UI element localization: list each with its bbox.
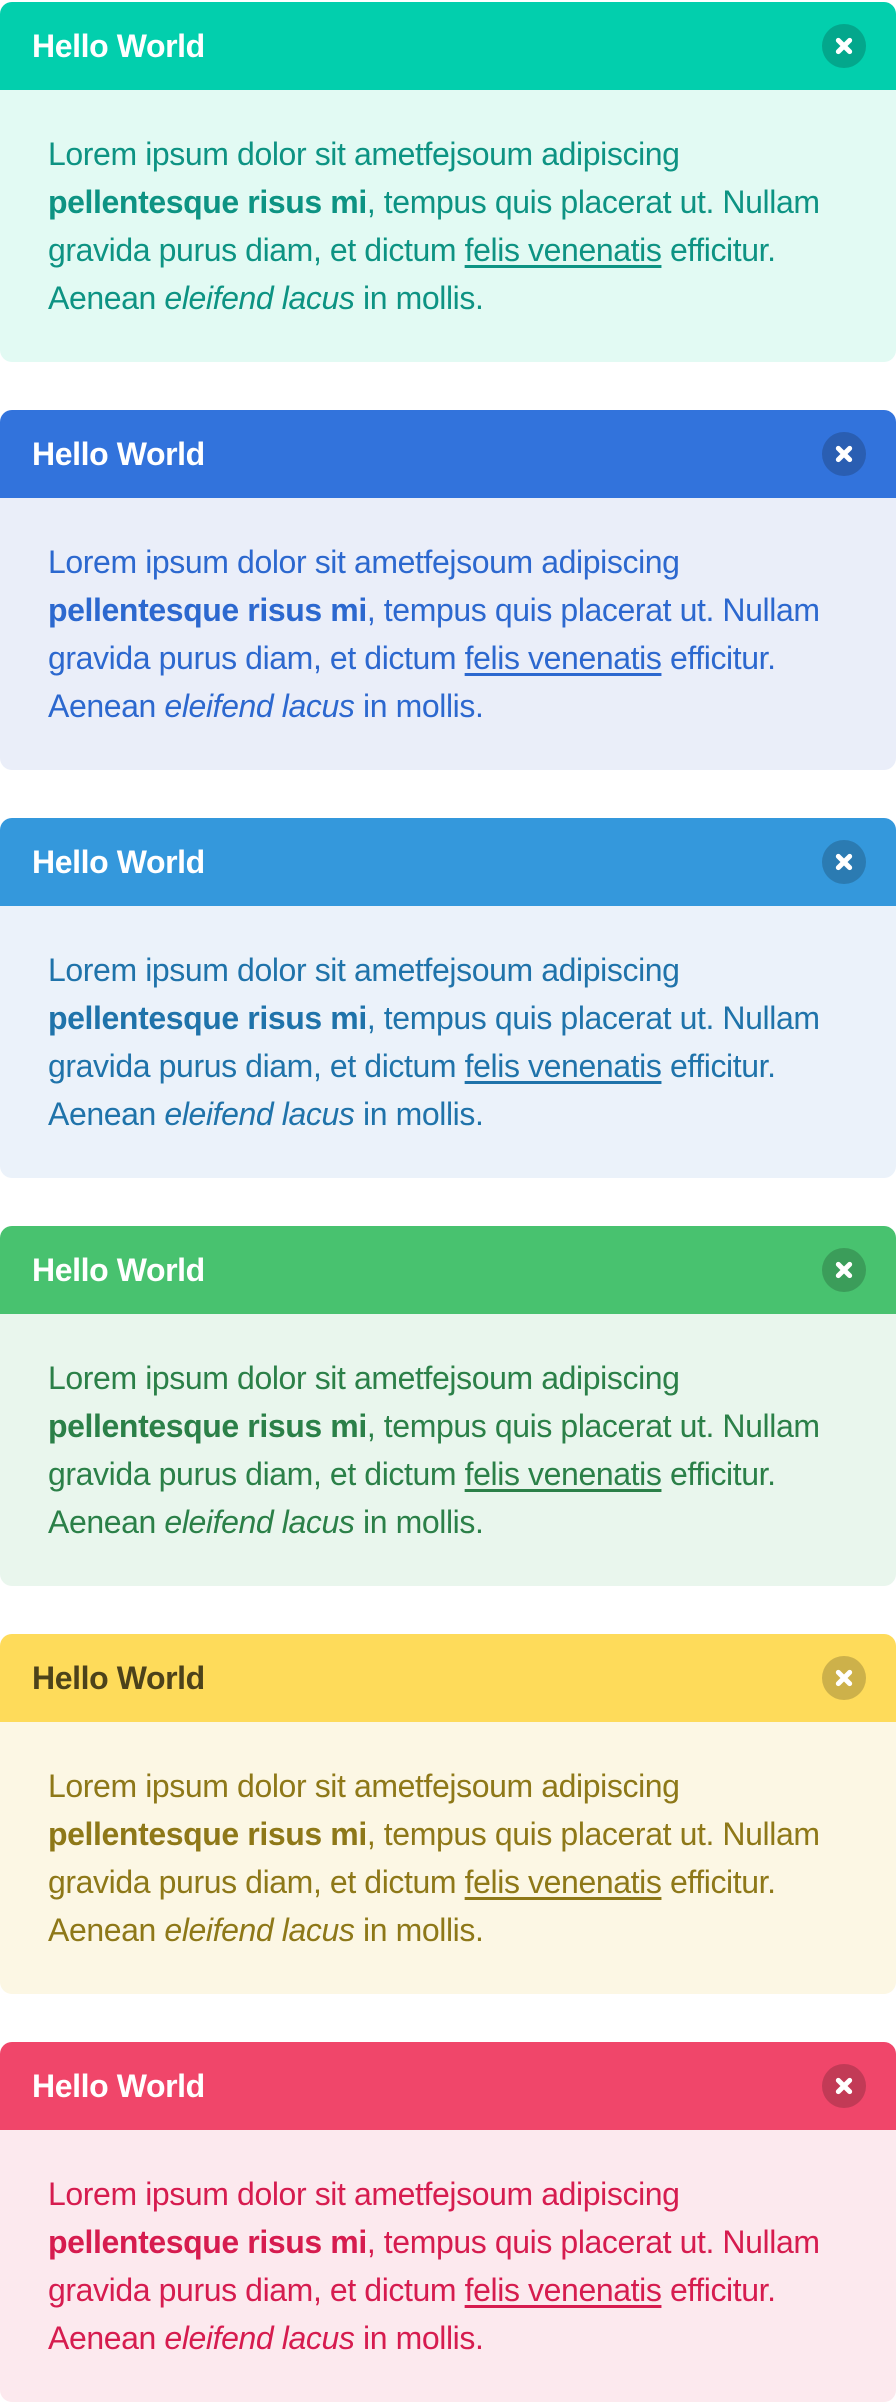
body-link[interactable]: felis venenatis bbox=[464, 1456, 662, 1492]
close-icon bbox=[822, 840, 866, 884]
message-card-success bbox=[0, 1226, 896, 1586]
body-text: efficitur. Aenean bbox=[48, 232, 776, 316]
message-title: Hello World bbox=[32, 1660, 205, 1696]
message-header bbox=[0, 1634, 896, 1722]
body-text: in mollis. bbox=[354, 280, 484, 316]
bold-text: pellentesque risus mi bbox=[48, 184, 367, 220]
message-header bbox=[0, 2042, 896, 2130]
body-text: in mollis. bbox=[354, 1504, 484, 1540]
body-text: in mollis. bbox=[354, 2320, 484, 2356]
body-text: , tempus quis placerat ut. Nullam gravida purus diam, et dictum bbox=[48, 1408, 820, 1492]
close-icon bbox=[822, 1656, 866, 1700]
message-card-danger bbox=[0, 2042, 896, 2402]
body-text: , tempus quis placerat ut. Nullam gravida purus diam, et dictum bbox=[48, 2224, 820, 2308]
close-button[interactable] bbox=[822, 840, 866, 884]
message-card-info bbox=[0, 818, 896, 1178]
message-body bbox=[0, 498, 896, 770]
close-icon bbox=[822, 432, 866, 476]
body-text: efficitur. Aenean bbox=[48, 1048, 776, 1132]
body-link[interactable]: felis venenatis bbox=[464, 1048, 662, 1084]
italic-text: eleifend lacus bbox=[164, 688, 355, 724]
close-button[interactable] bbox=[822, 1248, 866, 1292]
body-link[interactable]: felis venenatis bbox=[464, 2272, 662, 2308]
body-text: in mollis. bbox=[354, 1912, 484, 1948]
italic-text: eleifend lacus bbox=[164, 280, 355, 316]
message-header bbox=[0, 2, 896, 90]
body-text: Lorem ipsum dolor sit ametfejsoum adipiscing bbox=[48, 544, 680, 580]
message-header bbox=[0, 818, 896, 906]
close-button[interactable] bbox=[822, 432, 866, 476]
italic-text: eleifend lacus bbox=[164, 1504, 355, 1540]
body-link[interactable]: felis venenatis bbox=[464, 232, 662, 268]
message-body bbox=[0, 906, 896, 1178]
bold-text: pellentesque risus mi bbox=[48, 2224, 367, 2260]
italic-text: eleifend lacus bbox=[164, 2320, 355, 2356]
body-text: in mollis. bbox=[354, 688, 484, 724]
body-text: , tempus quis placerat ut. Nullam gravida purus diam, et dictum bbox=[48, 1816, 820, 1900]
body-text: Lorem ipsum dolor sit ametfejsoum adipiscing bbox=[48, 952, 680, 988]
body-text: , tempus quis placerat ut. Nullam gravida purus diam, et dictum bbox=[48, 592, 820, 676]
message-body bbox=[0, 1722, 896, 1994]
close-icon bbox=[822, 24, 866, 68]
close-icon bbox=[822, 2064, 866, 2108]
body-text: , tempus quis placerat ut. Nullam gravida purus diam, et dictum bbox=[48, 1000, 820, 1084]
body-text: efficitur. Aenean bbox=[48, 2272, 776, 2356]
message-title: Hello World bbox=[32, 28, 205, 64]
message-card-link bbox=[0, 410, 896, 770]
message-title: Hello World bbox=[32, 436, 205, 472]
message-body bbox=[0, 1314, 896, 1586]
body-text: efficitur. Aenean bbox=[48, 1864, 776, 1948]
body-link[interactable]: felis venenatis bbox=[464, 1864, 662, 1900]
message-card-warning bbox=[0, 1634, 896, 1994]
body-text: Lorem ipsum dolor sit ametfejsoum adipiscing bbox=[48, 2176, 680, 2212]
bold-text: pellentesque risus mi bbox=[48, 592, 367, 628]
body-text: Lorem ipsum dolor sit ametfejsoum adipiscing bbox=[48, 1360, 680, 1396]
body-text: Lorem ipsum dolor sit ametfejsoum adipiscing bbox=[48, 1768, 680, 1804]
message-body bbox=[0, 2130, 896, 2402]
body-link[interactable]: felis venenatis bbox=[464, 640, 662, 676]
message-title: Hello World bbox=[32, 844, 205, 880]
bold-text: pellentesque risus mi bbox=[48, 1000, 367, 1036]
bold-text: pellentesque risus mi bbox=[48, 1408, 367, 1444]
body-text: efficitur. Aenean bbox=[48, 1456, 776, 1540]
message-title: Hello World bbox=[32, 1252, 205, 1288]
close-button[interactable] bbox=[822, 24, 866, 68]
italic-text: eleifend lacus bbox=[164, 1096, 355, 1132]
message-body bbox=[0, 90, 896, 362]
close-button[interactable] bbox=[822, 1656, 866, 1700]
italic-text: eleifend lacus bbox=[164, 1912, 355, 1948]
close-button[interactable] bbox=[822, 2064, 866, 2108]
bold-text: pellentesque risus mi bbox=[48, 1816, 367, 1852]
body-text: , tempus quis placerat ut. Nullam gravida purus diam, et dictum bbox=[48, 184, 820, 268]
message-header bbox=[0, 1226, 896, 1314]
message-header bbox=[0, 410, 896, 498]
message-list bbox=[0, 2, 896, 2402]
message-title: Hello World bbox=[32, 2068, 205, 2104]
body-text: Lorem ipsum dolor sit ametfejsoum adipiscing bbox=[48, 136, 680, 172]
close-icon bbox=[822, 1248, 866, 1292]
body-text: efficitur. Aenean bbox=[48, 640, 776, 724]
body-text: in mollis. bbox=[354, 1096, 484, 1132]
message-card-primary bbox=[0, 2, 896, 362]
